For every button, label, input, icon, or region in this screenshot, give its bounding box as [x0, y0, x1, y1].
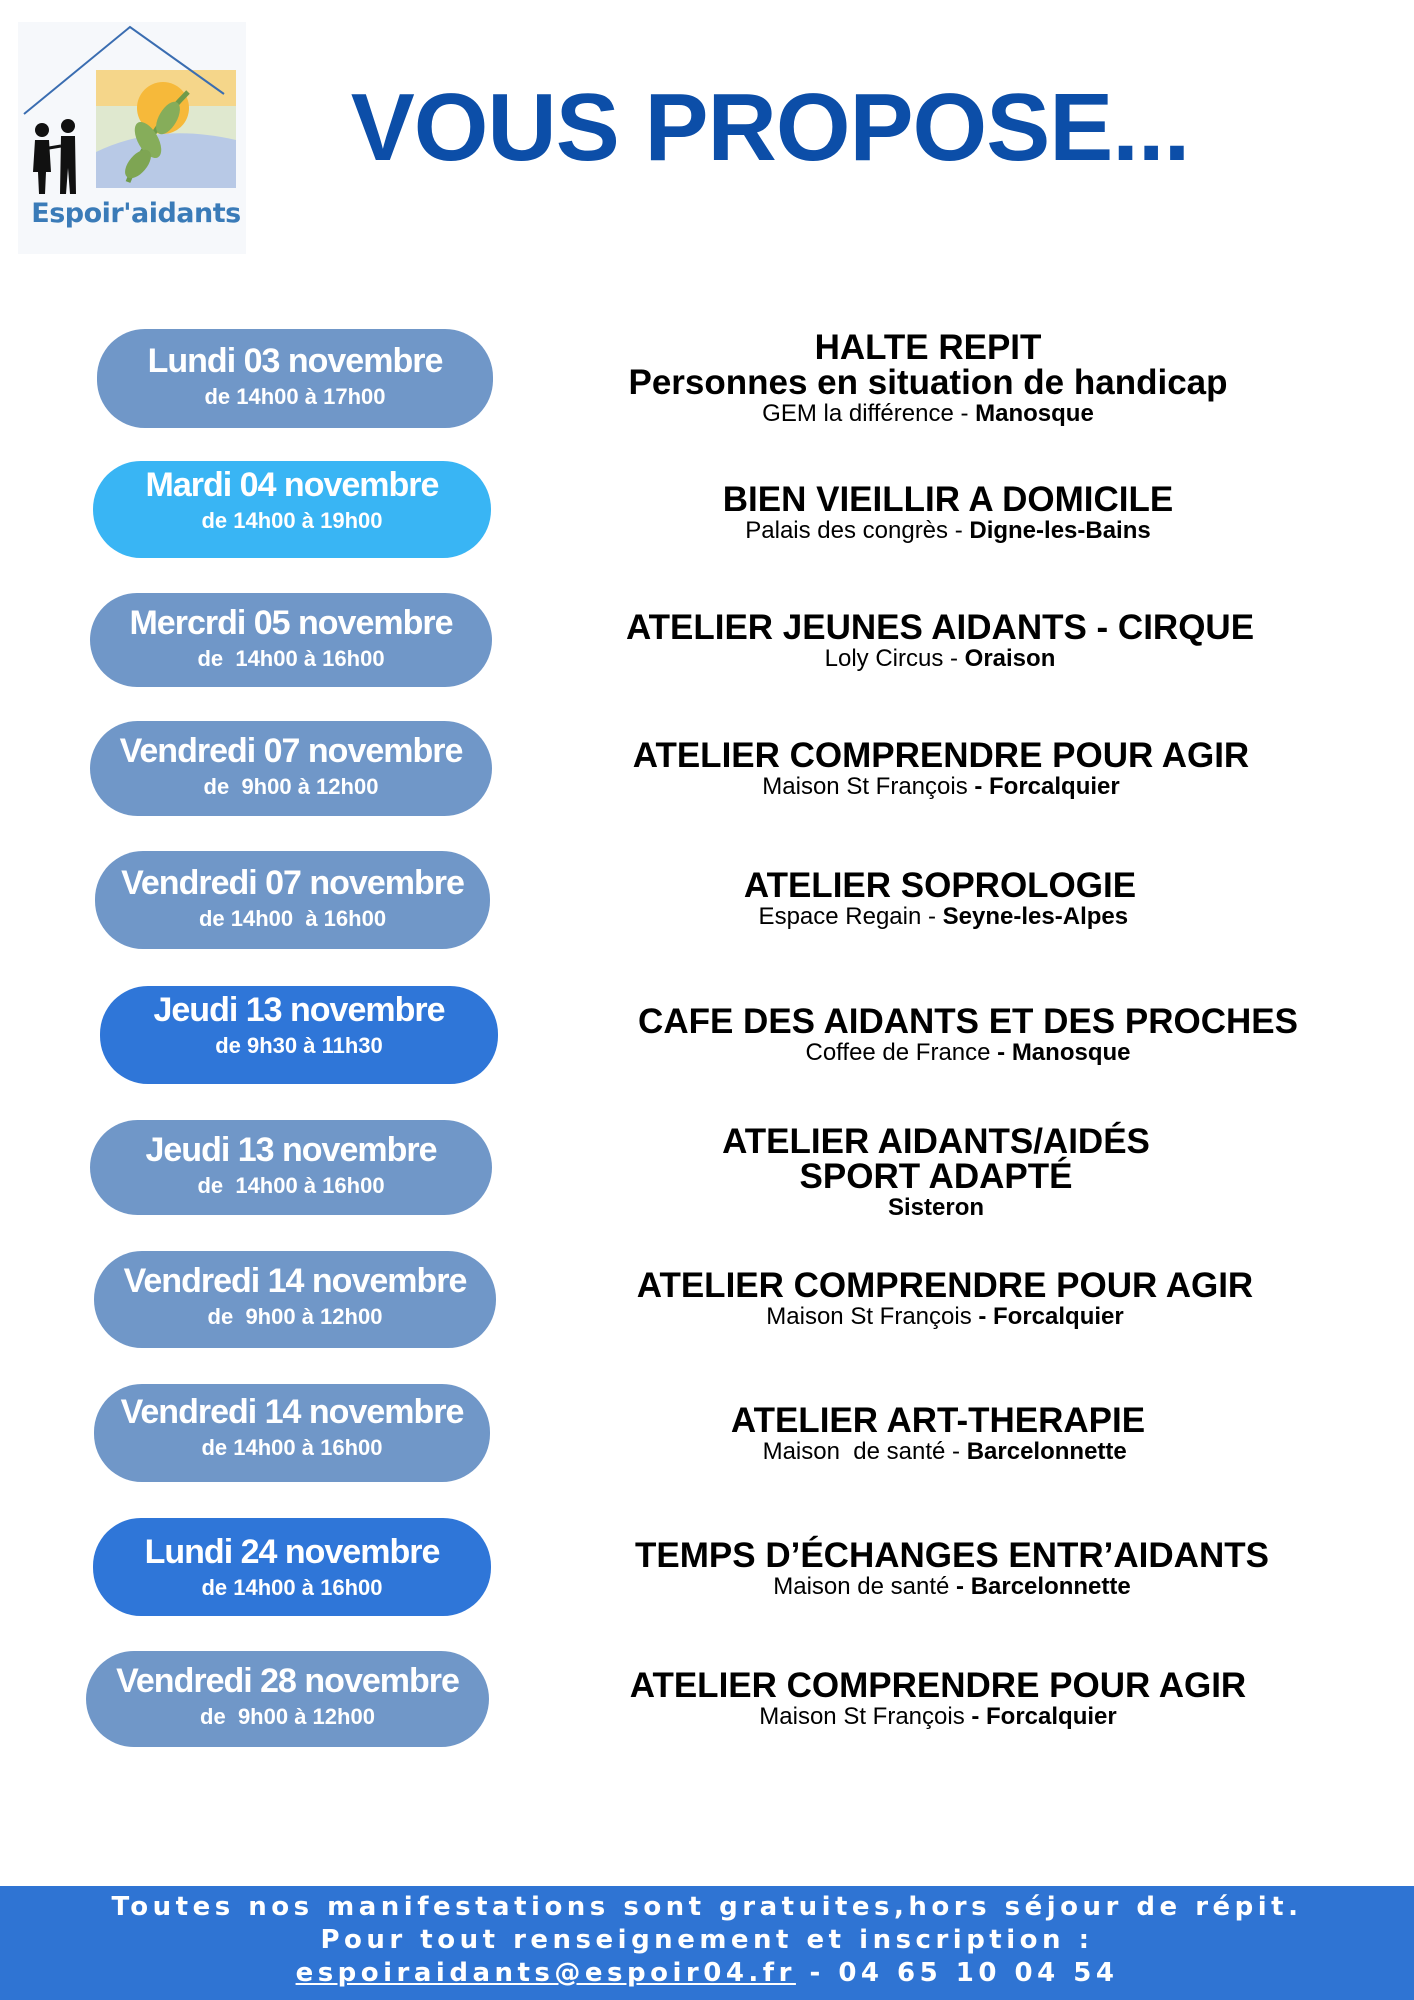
date-pill-day: Vendredi 28 novembre	[116, 1662, 459, 1700]
event-city: Oraison	[964, 645, 1056, 672]
event-place: Coffee de France	[805, 1039, 998, 1066]
date-pill-time: de 9h00 à 12h00	[203, 774, 379, 800]
footer-contact-intro: Pour tout renseignement et inscription :	[320, 1925, 1094, 1955]
event-info	[600, 1124, 1272, 1223]
date-pill	[95, 851, 490, 949]
event-info	[600, 1668, 1276, 1732]
date-pill-time: de 14h00 à 16h00	[197, 646, 385, 672]
event-city: Manosque	[975, 400, 1094, 427]
event-city: Sisteron	[887, 1194, 985, 1221]
logo-name: Espoir'aidants	[31, 198, 241, 229]
event-title: ATELIER JEUNES AIDANTS - CIRQUE	[625, 608, 1255, 647]
event-title: HALTE REPIT Personnes en situation de handicap	[628, 328, 1228, 402]
date-pill-time: de 9h00 à 12h00	[207, 1304, 383, 1330]
event-location	[600, 645, 1280, 674]
date-pill	[94, 1384, 490, 1482]
date-pill	[90, 1120, 492, 1215]
date-pill-time: de 9h00 à 12h00	[200, 1704, 375, 1730]
event-info	[600, 868, 1280, 932]
date-pill-day: Lundi 03 novembre	[147, 342, 443, 380]
event-city: - Forcalquier	[971, 1703, 1117, 1730]
footer-free-notice: Toutes nos manifestations sont gratuites,hors séjour de répit.	[111, 1892, 1303, 1922]
event-info	[600, 1268, 1290, 1332]
date-pill	[94, 1251, 496, 1348]
event-info	[600, 330, 1256, 429]
event-info	[600, 1004, 1336, 1068]
footer-contact-line	[0, 1957, 1414, 1990]
date-pill-time: de 14h00 à 16h00	[197, 1173, 385, 1199]
event-location	[600, 1703, 1276, 1732]
event-info	[600, 738, 1282, 802]
event-city: - Forcalquier	[974, 773, 1120, 800]
date-pill	[90, 593, 492, 687]
event-location	[600, 1039, 1336, 1068]
event-location	[600, 903, 1280, 932]
date-pill-time: de 14h00 à 16h00	[201, 1435, 383, 1461]
event-city: - Barcelonnette	[956, 1573, 1131, 1600]
date-pill	[93, 1518, 491, 1616]
event-title: ATELIER AIDANTS/AIDÉS SPORT ADAPTÉ	[722, 1122, 1150, 1196]
page-title: VOUS PROPOSE...	[350, 74, 1190, 181]
date-pill-day: Vendredi 14 novembre	[120, 1393, 464, 1431]
event-title: BIEN VIEILLIR A DOMICILE	[722, 480, 1174, 519]
event-place: Maison St François	[759, 1703, 972, 1730]
event-info	[600, 1538, 1304, 1602]
date-pill-day: Vendredi 07 novembre	[121, 864, 464, 902]
event-info	[600, 482, 1296, 546]
event-place: Palais des congrès -	[745, 517, 970, 544]
event-city: - Forcalquier	[978, 1303, 1124, 1330]
event-city: Barcelonnette	[966, 1438, 1127, 1465]
event-place: Maison de santé -	[749, 1438, 967, 1465]
date-pill-day: Jeudi 13 novembre	[153, 991, 445, 1029]
date-pill	[93, 461, 491, 558]
date-pill-day: Vendredi 14 novembre	[123, 1262, 467, 1300]
event-title: ATELIER COMPRENDRE POUR AGIR	[632, 736, 1250, 775]
event-place: Maison St François	[766, 1303, 979, 1330]
event-city: Seyne-les-Alpes	[942, 903, 1129, 930]
footer-email-link[interactable]: espoiraidants@espoir04.fr	[295, 1958, 796, 1988]
date-pill-day: Mercrdi 05 novembre	[129, 604, 453, 642]
event-city: - Manosque	[997, 1039, 1131, 1066]
event-title: TEMPS D’ÉCHANGES ENTR’AIDANTS	[635, 1536, 1269, 1575]
event-title: ATELIER COMPRENDRE POUR AGIR	[629, 1666, 1247, 1705]
date-pill-day: Jeudi 13 novembre	[145, 1131, 437, 1169]
event-info	[600, 610, 1280, 674]
event-location	[600, 400, 1256, 429]
footer-phone: - 04 65 10 04 54	[795, 1958, 1119, 1988]
event-place: GEM la différence -	[762, 400, 976, 427]
event-location	[600, 1303, 1290, 1332]
event-info	[600, 1403, 1276, 1467]
event-place: Maison de santé	[773, 1573, 957, 1600]
event-title: ATELIER COMPRENDRE POUR AGIR	[636, 1266, 1254, 1305]
event-place: Maison St François	[762, 773, 975, 800]
date-pill	[97, 329, 493, 428]
event-title: CAFE DES AIDANTS ET DES PROCHES	[638, 1002, 1298, 1041]
date-pill	[86, 1651, 489, 1747]
date-pill	[100, 986, 498, 1084]
event-location	[600, 1438, 1276, 1467]
date-pill-time: de 14h00 à 16h00	[201, 1575, 383, 1601]
date-pill	[90, 721, 492, 816]
event-location	[600, 773, 1282, 802]
event-title: ATELIER ART-THERAPIE	[730, 1401, 1146, 1440]
date-pill-day: Mardi 04 novembre	[145, 466, 439, 504]
event-place: Loly Circus -	[824, 645, 965, 672]
date-pill-time: de 14h00 à 16h00	[198, 906, 387, 932]
event-location	[600, 517, 1296, 546]
date-pill-time: de 9h30 à 11h30	[215, 1033, 383, 1059]
event-location	[600, 1573, 1304, 1602]
event-location	[600, 1194, 1272, 1223]
date-pill-day: Lundi 24 novembre	[144, 1533, 440, 1571]
logo	[18, 22, 246, 254]
date-pill-day: Vendredi 07 novembre	[119, 732, 463, 770]
event-title: ATELIER SOPROLOGIE	[743, 866, 1137, 905]
event-city: Digne-les-Bains	[969, 517, 1151, 544]
date-pill-time: de 14h00 à 17h00	[204, 384, 386, 410]
event-place: Espace Regain -	[751, 903, 943, 930]
date-pill-time: de 14h00 à 19h00	[201, 508, 383, 534]
footer-banner	[0, 1886, 1414, 2000]
